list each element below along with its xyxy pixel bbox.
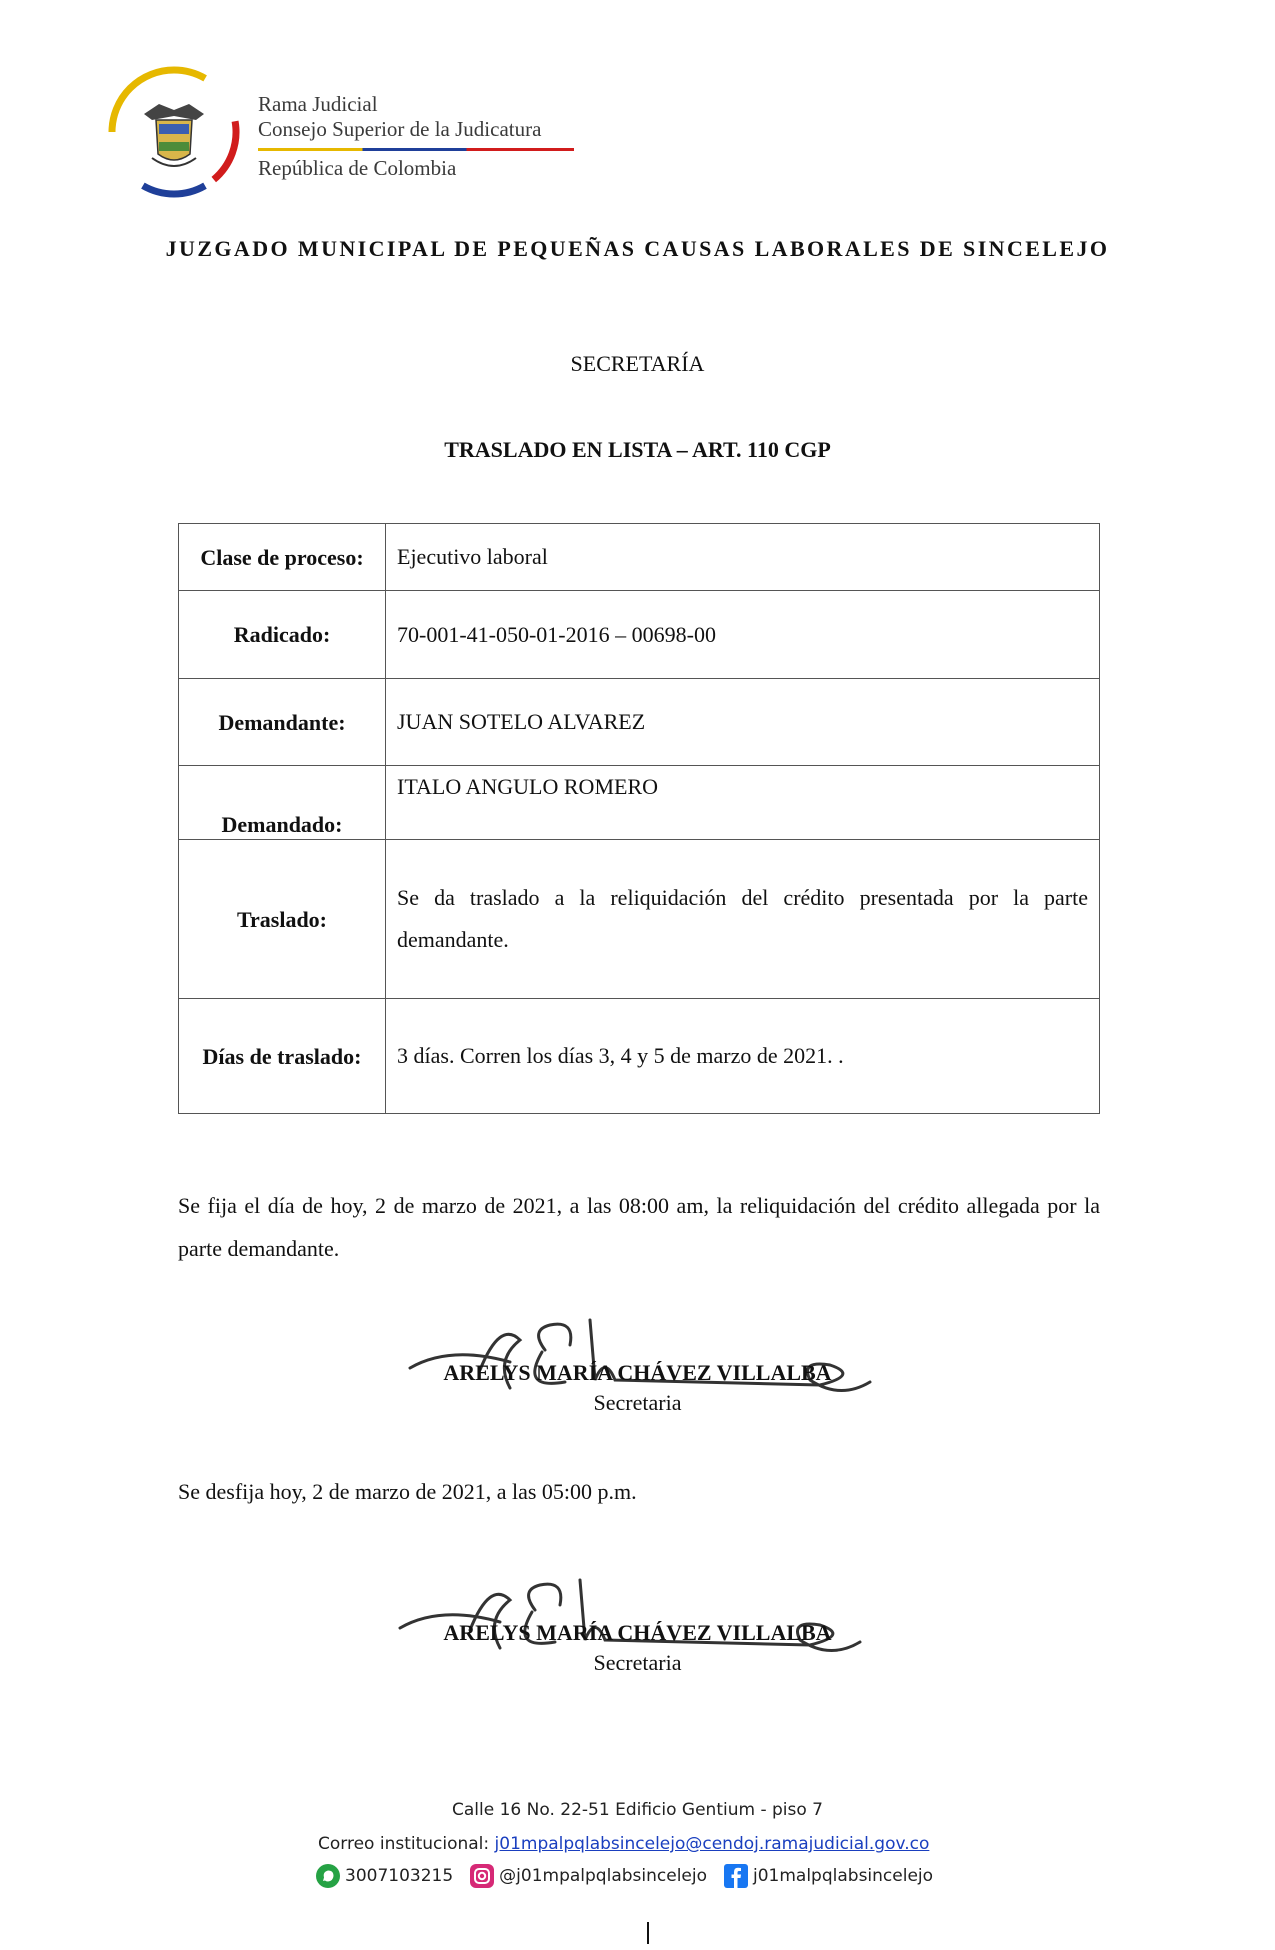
footer-email-line: [318, 1834, 929, 1854]
signer-name: ARELYS MARÍA CHÁVEZ VILLALBA: [443, 1360, 832, 1385]
table-row: [179, 524, 1100, 591]
case-info-table: [178, 523, 1100, 1114]
email-label: Correo institucional:: [318, 1834, 490, 1854]
signer-role: Secretaria: [593, 1650, 682, 1675]
instagram-handle: @j01mpalpqlabsincelejo: [499, 1866, 707, 1886]
instagram-icon: [469, 1863, 495, 1889]
row-label-demandado: Demandado:: [179, 766, 386, 840]
row-value-clase: Ejecutivo laboral: [386, 524, 1100, 591]
signer-name: ARELYS MARÍA CHÁVEZ VILLALBA: [443, 1620, 832, 1645]
row-label-clase: Clase de proceso:: [179, 524, 386, 591]
row-value-dias: 3 días. Corren los días 3, 4 y 5 de marzo de 2021. .: [386, 999, 1100, 1114]
footer-social-line: [315, 1863, 943, 1889]
table-row: [179, 840, 1100, 999]
row-value-demandante: JUAN SOTELO ALVAREZ: [386, 679, 1100, 766]
table-row: [179, 591, 1100, 679]
table-row: [179, 766, 1100, 840]
text-cursor: [647, 1922, 649, 1944]
row-label-demandante: Demandante:: [179, 679, 386, 766]
logo-line-rama: Rama Judicial: [258, 92, 378, 116]
table-row: [179, 679, 1100, 766]
court-title: JUZGADO MUNICIPAL DE PEQUEÑAS CAUSAS LABORALES DE SINCELEJO: [165, 236, 1110, 261]
row-label-radicado: Radicado:: [179, 591, 386, 679]
logo-line-consejo: Consejo Superior de la Judicatura: [258, 117, 542, 141]
whatsapp-icon: [315, 1863, 341, 1889]
row-value-traslado: Se da traslado a la reliquidación del crédito presentada por la parte demandante.: [386, 840, 1100, 999]
table-row: [179, 999, 1100, 1114]
rama-judicial-logo: [104, 62, 244, 202]
footer-address: Calle 16 No. 22-51 Edificio Gentium - piso 7: [452, 1800, 823, 1820]
logo-tricolor-rule: [258, 148, 574, 151]
row-label-traslado: Traslado:: [179, 840, 386, 999]
fijacion-paragraph: Se fija el día de hoy, 2 de marzo de 2021, a las 08:00 am, la reliquidación del crédito allegada por la parte demandante.: [178, 1193, 1100, 1261]
office-heading: SECRETARÍA: [570, 351, 705, 376]
facebook-icon: [723, 1863, 749, 1889]
row-value-demandado: ITALO ANGULO ROMERO: [386, 766, 1100, 840]
desfijacion-paragraph: Se desfija hoy, 2 de marzo de 2021, a las 05:00 p.m.: [178, 1479, 637, 1504]
signer-role: Secretaria: [593, 1390, 682, 1415]
email-link[interactable]: j01mpalpqlabsincelejo@cendoj.ramajudicial.gov.co: [494, 1834, 930, 1854]
row-label-dias: Días de traslado:: [179, 999, 386, 1114]
document-title: TRASLADO EN LISTA – ART. 110 CGP: [444, 437, 831, 462]
whatsapp-number: 3007103215: [345, 1866, 454, 1886]
row-value-radicado: 70-001-41-050-01-2016 – 00698-00: [386, 591, 1100, 679]
logo-text: [258, 92, 574, 181]
logo-line-republica: República de Colombia: [258, 156, 457, 180]
facebook-handle: j01malpqlabsincelejo: [753, 1866, 934, 1886]
